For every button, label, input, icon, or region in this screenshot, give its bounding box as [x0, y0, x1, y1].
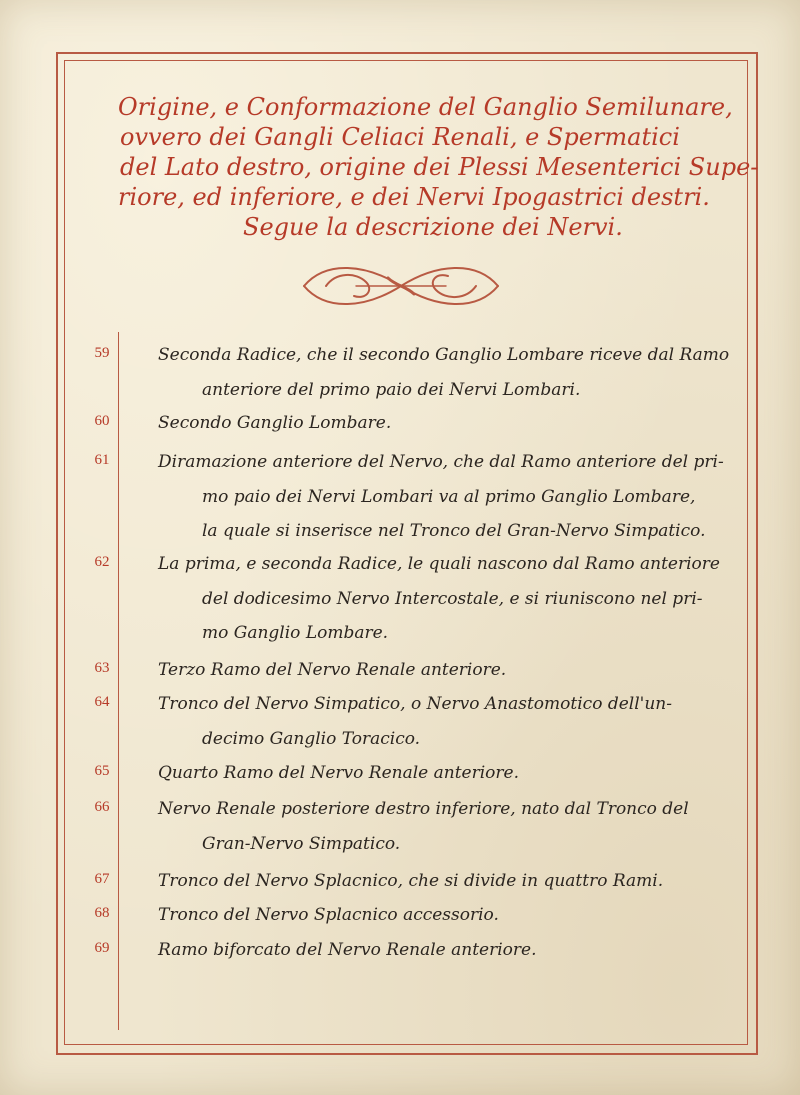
entry-number: 63	[94, 660, 110, 676]
entry-60	[158, 406, 728, 441]
entry-59	[158, 338, 728, 407]
entry-line: Tronco del Nervo Simpatico, o Nervo Anastomotico dell'un-	[158, 694, 672, 714]
entry-number: 62	[94, 554, 110, 570]
entry-number: 69	[94, 940, 110, 956]
title-line: del Lato destro, origine dei Plessi Mesenterici Supe-	[120, 153, 759, 181]
page-title	[118, 92, 759, 242]
entry-number: 60	[94, 413, 110, 429]
entry-number: 68	[94, 905, 110, 921]
title-line: riore, ed inferiore, e dei Nervi Ipogastrici destri.	[118, 183, 710, 211]
entry-line: anteriore del primo paio dei Nervi Lombari.	[202, 379, 581, 400]
entry-number: 64	[94, 694, 110, 710]
entry-63	[158, 653, 728, 688]
entry-line: Terzo Ramo del Nervo Renale anteriore.	[158, 660, 507, 680]
entry-line: Quarto Ramo del Nervo Renale anteriore.	[158, 763, 520, 783]
entry-68	[158, 898, 728, 933]
entry-67	[158, 864, 728, 899]
title-line: ovvero dei Gangli Celiaci Renali, e Spermatici	[120, 123, 680, 151]
entry-line: Gran-Nervo Simpatico.	[202, 833, 401, 854]
entry-64	[158, 687, 728, 756]
entry-number: 65	[94, 763, 110, 779]
entry-66	[158, 792, 728, 861]
title-line: Segue la descrizione dei Nervi.	[243, 213, 623, 241]
entry-line: mo Ganglio Lombare.	[202, 623, 389, 643]
entry-line: del dodicesimo Nervo Intercostale, e si riuniscono nel pri-	[202, 588, 703, 609]
entry-line: Ramo biforcato del Nervo Renale anteriore.	[158, 940, 537, 960]
title-line: Origine, e Conformazione del Ganglio Semilunare,	[118, 93, 733, 121]
entry-62	[158, 547, 728, 651]
entry-65	[158, 756, 728, 791]
entry-line: decimo Ganglio Toracico.	[202, 728, 421, 749]
margin-rule	[118, 332, 119, 1030]
entry-number: 66	[94, 799, 110, 815]
entry-line: La prima, e seconda Radice, le quali nascono dal Ramo anteriore	[158, 554, 720, 574]
entry-line: Tronco del Nervo Splacnico, che si divide in quattro Rami.	[158, 871, 664, 891]
entry-61	[158, 445, 728, 549]
entry-line: Diramazione anteriore del Nervo, che dal Ramo anteriore del pri-	[158, 452, 724, 472]
entry-69	[158, 933, 728, 968]
flourish-ornament-icon	[296, 258, 506, 314]
entry-line: Nervo Renale posteriore destro inferiore, nato dal Tronco del	[158, 799, 689, 819]
entry-number: 59	[94, 345, 110, 361]
entry-line: Secondo Ganglio Lombare.	[158, 413, 392, 433]
entry-line: Tronco del Nervo Splacnico accessorio.	[158, 905, 499, 925]
entry-number: 67	[94, 871, 110, 887]
entry-line: la quale si inserisce nel Tronco del Gran-Nervo Simpatico.	[202, 521, 706, 541]
entry-line: mo paio dei Nervi Lombari va al primo Ganglio Lombare,	[202, 486, 696, 507]
entry-number: 61	[94, 452, 110, 468]
entry-line: Seconda Radice, che il secondo Ganglio Lombare riceve dal Ramo	[158, 345, 730, 365]
